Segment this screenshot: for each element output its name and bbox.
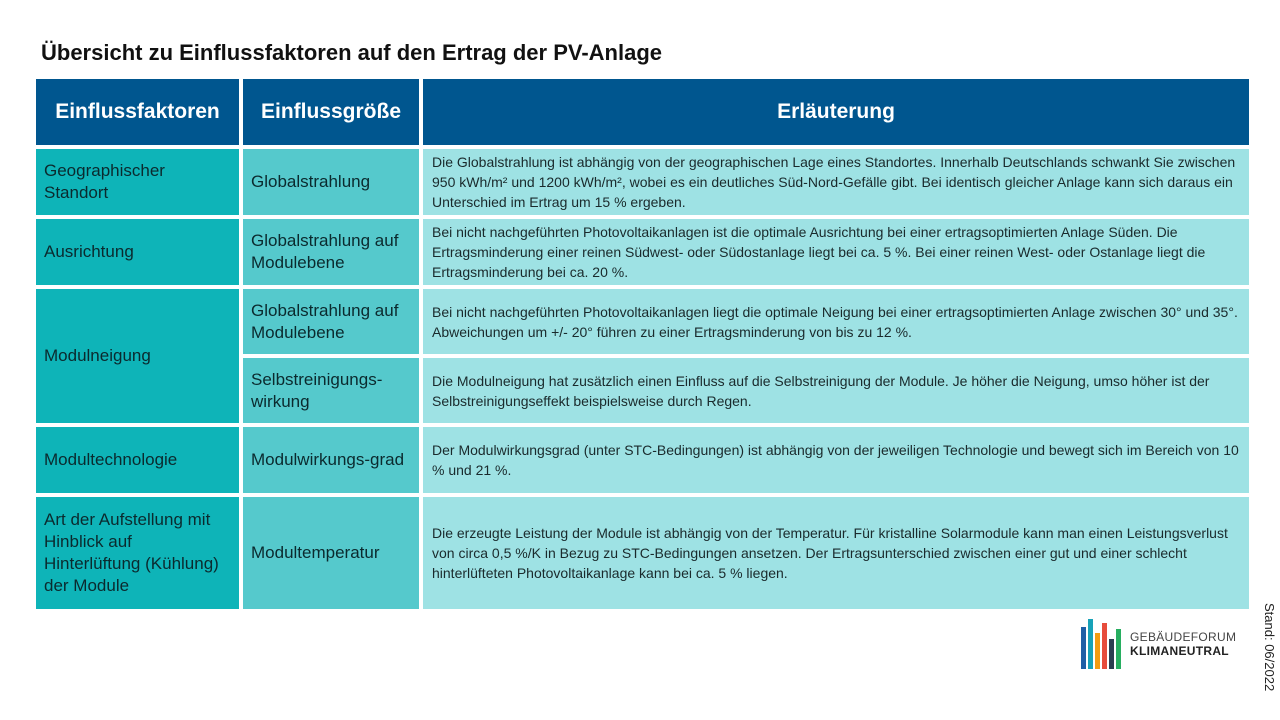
explanation-cell: Bei nicht nachgeführten Photovoltaikanlagen ist die optimale Ausrichtung bei einer ertragsoptimierten Anlage Süden. Die Ertragsminderung einer reinen Südwest- oder Südostanlage liegt bei ca. 5 %. Bei einer reinen West- oder Ostanlage liegt die Ertragsminderung bei ca. 20 %. [423,219,1249,285]
factor-cell: Modultechnologie [36,427,239,493]
factor-cell: Modulneigung [36,289,239,423]
stand-date: Stand: 06/2022 [1262,603,1277,692]
header-factors: Einflussfaktoren [36,79,239,145]
size-cell: Globalstrahlung [243,149,419,215]
size-cell: Globalstrahlung auf Modulebene [243,219,419,285]
table-row [36,289,1249,354]
size-cell: Modulwirkungs-grad [243,427,419,493]
gebaeudeforum-logo [1081,619,1236,669]
table-row [36,497,1249,609]
logo-bar [1081,627,1086,669]
header-size: Einflussgröße [243,79,419,145]
header-row [36,79,1249,145]
explanation-cell: Die Modulneigung hat zusätzlich einen Einfluss auf die Selbstreinigung der Module. Je höher die Neigung, umso höher ist der Selbstreinigungseffekt beispielsweise durch Regen. [423,358,1249,423]
explanation-cell: Die erzeugte Leistung der Module ist abhängig von der Temperatur. Für kristalline Solarmodule kann man einen Leistungsverlust von circa 0,5 %/K in Bezug zu STC-Bedingungen ansetzen. Der Ertragsunterschied zwischen einer gut und einer schlecht hinterlüfteten Photovoltaikanlage kann bei ca. 5 % liegen. [423,497,1249,609]
explanation-cell: Der Modulwirkungsgrad (unter STC-Bedingungen) ist abhängig von der jeweiligen Technologie und bewegt sich im Bereich von 10 % und 21 %. [423,427,1249,493]
logo-bar [1088,619,1093,669]
logo-bar [1102,623,1107,669]
table-row [36,149,1249,215]
explanation-cell: Die Globalstrahlung ist abhängig von der geographischen Lage eines Standortes. Innerhalb Deutschlands schwankt Sie zwischen 950 kWh/m² und 1200 kWh/m², wobei es ein deutliches Süd-Nord-Gefälle gibt. Bei identisch gleicher Anlage kann sich daraus ein Unterschied im Ertrag um 15 % ergeben. [423,149,1249,215]
logo-bar [1109,639,1114,669]
size-cell: Selbstreinigungs-wirkung [243,358,419,423]
logo-bar [1095,633,1100,669]
logo-bar [1116,629,1121,669]
logo-line-1: GEBÄUDEFORUM [1130,630,1237,644]
size-cell: Globalstrahlung auf Modulebene [243,289,419,354]
page-title: Übersicht zu Einflussfaktoren auf den Ertrag der PV-Anlage [41,40,663,65]
factor-cell: Ausrichtung [36,219,239,285]
influence-factors-table [32,75,1253,613]
size-cell: Modultemperatur [243,497,419,609]
explanation-cell: Bei nicht nachgeführten Photovoltaikanlagen liegt die optimale Neigung bei einer ertragsoptimierten Anlage zwischen 30° und 35°. Abweichungen um +/- 20° führen zu einer Ertragsminderung von bis zu 12 %. [423,289,1249,354]
logo-line-2: KLIMANEUTRAL [1130,644,1229,658]
table-row [36,219,1249,285]
factor-cell: Geographischer Standort [36,149,239,215]
table-row [36,427,1249,493]
logo-bars-icon [1081,619,1121,669]
factor-cell: Art der Aufstellung mit Hinblick auf Hinterlüftung (Kühlung) der Module [36,497,239,609]
header-explanation: Erläuterung [423,79,1249,145]
